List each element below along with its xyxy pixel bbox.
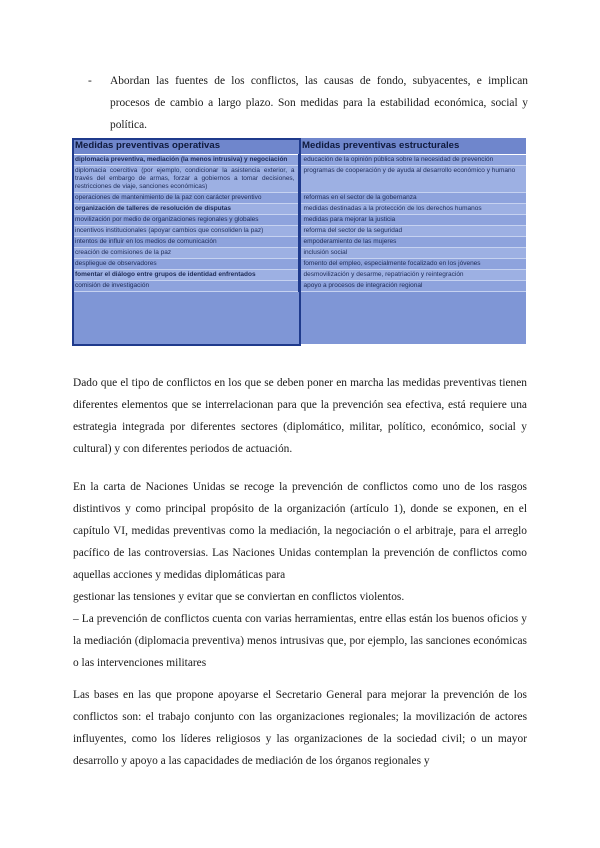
cell-operativa: operaciones de mantenimiento de la paz con carácter preventivo [72,193,299,204]
paragraph-un-charter-part-2: gestionar las tensiones y evitar que se conviertan en conflictos violentos. [73,591,405,603]
cell-estructural: programas de cooperación y de ayuda al desarrollo económico y humano [299,166,526,193]
table-row [72,259,526,270]
table-row [72,248,526,259]
cell-estructural: fomento del empleo, especialmente focalizado en los jóvenes [299,259,526,270]
cell-operativa: diplomacia coercitiva (por ejemplo, condicionar la asistencia exterior, a través del embargo de armas, forzar a gobiernos a tomar decisiones, restricciones de viaje, sanciones económicas) [72,166,299,193]
table-row [72,166,526,193]
table-row [72,155,526,166]
table-row [72,226,526,237]
table-row [72,215,526,226]
header-estructurales: Medidas preventivas estructurales [299,138,526,155]
cell-operativa: fomentar el diálogo entre grupos de identidad enfrentados [72,270,299,281]
cell-operativa: comisión de investigación [72,281,299,292]
bullet-text: Abordan las fuentes de los conflictos, las causas de fondo, subyacentes, e implican procesos de cambio a largo plazo. Son medidas para la estabilidad económica, social y política. [110,75,528,131]
paragraph-un-charter [73,476,527,674]
table-row [72,193,526,204]
paragraph-un-charter-part-1: En la carta de Naciones Unidas se recoge la prevención de conflictos como uno de los rasgos distintivos y como principal propósito de la organización (artículo 1), donde se exponen, en el capítulo VI, medidas preventivas como la mediación, la negociación o el arbitraje, para el arreglo pacífico de las controversias. Las Naciones Unidas contemplan la prevención de conflictos como aquellas acciones y medidas diplomáticas para [73,481,527,581]
table-row [72,204,526,215]
cell-estructural: inclusión social [299,248,526,259]
header-operativas: Medidas preventivas operativas [72,138,299,155]
cell-estructural: medidas destinadas a la protección de los derechos humanos [299,204,526,215]
cell-operativa: movilización por medio de organizaciones regionales y globales [72,215,299,226]
cell-estructural: reforma del sector de la seguridad [299,226,526,237]
cell-estructural: educación de la opinión pública sobre la necesidad de prevención [299,155,526,166]
cell-operativa: incentivos institucionales (apoyar cambios que consoliden la paz) [72,226,299,237]
cell-estructural: apoyo a procesos de integración regional [299,281,526,292]
cell-estructural: empoderamiento de las mujeres [299,237,526,248]
cell-estructural: medidas para mejorar la justicia [299,215,526,226]
bullet-item [88,70,528,136]
cell-operativa: organización de talleres de resolución de disputas [72,204,299,215]
cell-estructural: desmovilización y desarme, repatriación y reintegración [299,270,526,281]
preventive-measures-table [72,138,526,344]
cell-operativa: creación de comisiones de la paz [72,248,299,259]
bullet-dash: - [88,75,92,87]
paragraph-integrated-strategy: Dado que el tipo de conflictos en los que se deben poner en marcha las medidas preventivas tienen diferentes elementos que se interrelacionan para que la prevención sea efectiva, está requiere una estrategia integrada por diferentes sectores (diplomático, militar, político, económico, social y cultural) y con diferentes periodos de actuación. [73,377,527,455]
cell-estructural: reformas en el sector de la gobernanza [299,193,526,204]
table-row [72,237,526,248]
cell-operativa: diplomacia preventiva, mediación (la menos intrusiva) y negociación [72,155,299,166]
paragraph-tools-dash: – La prevención de conflictos cuenta con varias herramientas, entre ellas están los buenos oficios y la mediación (diplomacia preventiva) menos intrusivas que, por ejemplo, las sanciones económicas o las intervenciones militares [73,613,527,669]
cell-operativa: intentos de influir en los medios de comunicación [72,237,299,248]
paragraph-secretary-general: Las bases en las que propone apoyarse el Secretario General para mejorar la prevención de los conflictos son: el trabajo conjunto con las organizaciones regionales; la movilización de actores influyentes, como los líderes religiosos y las organizaciones de la sociedad civil; o un mayor desarrollo y apoyo a las capacidades de mediación de los órganos regionales y [73,689,527,767]
cell-operativa: despliegue de observadores [72,259,299,270]
table-row [72,281,526,292]
table-row [72,270,526,281]
